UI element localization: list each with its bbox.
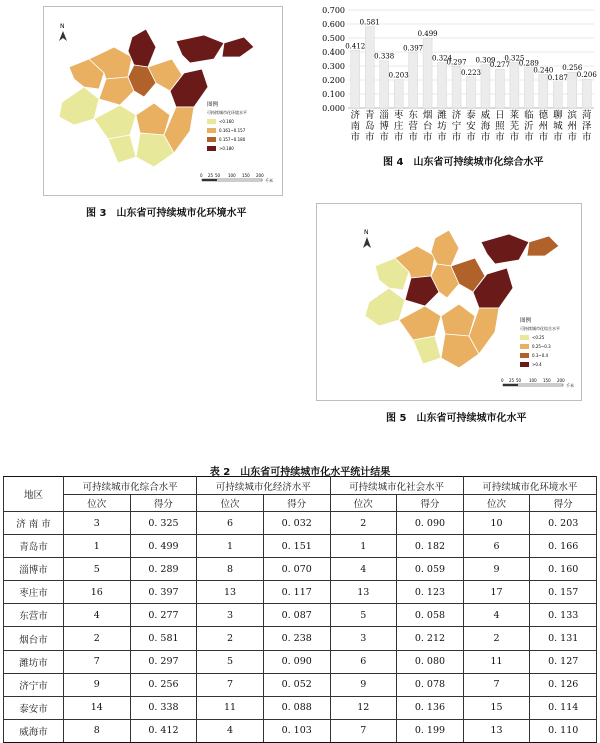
x-tick-char: 安 bbox=[466, 121, 476, 132]
bar bbox=[582, 79, 591, 108]
region-cell: 泰安市 bbox=[4, 696, 64, 719]
bar bbox=[351, 50, 360, 108]
figure-3-map bbox=[43, 6, 283, 196]
chart-y-ticks bbox=[322, 6, 345, 113]
bar-value-label: 0.397 bbox=[403, 44, 424, 53]
bar-value-label: 0.499 bbox=[417, 30, 438, 39]
region-zaozhuang bbox=[413, 336, 441, 364]
y-tick-label: 0.200 bbox=[322, 76, 345, 85]
x-tick-char: 市 bbox=[364, 132, 375, 143]
score-cell: 0. 133 bbox=[530, 604, 597, 627]
x-tick-char: 威 bbox=[480, 110, 491, 121]
figure-3-map-svg bbox=[44, 7, 282, 195]
rank-cell: 5 bbox=[330, 604, 397, 627]
region-cell: 济 南 市 bbox=[4, 512, 64, 535]
y-tick-label: 0.700 bbox=[322, 6, 345, 15]
x-tick-char: 南 bbox=[350, 121, 360, 132]
group-header-overall: 可持续城市化综合水平 bbox=[64, 477, 197, 495]
score-cell: 0. 397 bbox=[130, 581, 197, 604]
x-tick-char: 宁 bbox=[451, 121, 462, 132]
x-tick-char: 菏 bbox=[582, 110, 592, 121]
figure-3-caption bbox=[86, 204, 246, 219]
region-west-1 bbox=[59, 87, 99, 125]
scale-unit: 千米 bbox=[265, 178, 273, 183]
scale-tick: 150 bbox=[242, 173, 250, 178]
legend-subtitle: 可持续城市化环境水平 bbox=[207, 110, 247, 115]
region-south-1 bbox=[94, 105, 136, 139]
score-header: 得分 bbox=[263, 495, 330, 512]
x-tick-char: 市 bbox=[567, 132, 578, 143]
x-tick-char: 营 bbox=[408, 121, 418, 132]
figure-4-bar-chart bbox=[318, 2, 598, 150]
score-cell: 0. 110 bbox=[530, 719, 597, 742]
figure-5-legend bbox=[520, 316, 560, 367]
x-tick-char: 台 bbox=[422, 121, 433, 132]
region-yantai bbox=[176, 35, 224, 63]
y-tick-label: 0.600 bbox=[322, 20, 345, 29]
rank-cell: 5 bbox=[197, 650, 264, 673]
bar-value-label: 0.240 bbox=[533, 66, 554, 75]
y-tick-label: 0.300 bbox=[322, 62, 345, 71]
table-2-title: 表 2 山东省可持续城市化水平统计结果 bbox=[209, 467, 391, 478]
rank-cell: 7 bbox=[197, 673, 264, 696]
bar bbox=[568, 72, 577, 108]
legend-item: >0.4 bbox=[532, 362, 542, 367]
x-tick-char: 市 bbox=[408, 132, 418, 143]
bar-value-label: 0.324 bbox=[432, 54, 453, 63]
region-yantai bbox=[481, 234, 529, 264]
score-cell: 0. 325 bbox=[130, 512, 197, 535]
legend-title: 图例 bbox=[207, 102, 219, 108]
bar bbox=[467, 77, 476, 108]
figure-5-title: 山东省可持续城市化水平 bbox=[416, 413, 527, 424]
y-tick-label: 0.400 bbox=[322, 48, 345, 57]
legend-swatch bbox=[520, 353, 529, 358]
score-cell: 0. 166 bbox=[530, 535, 597, 558]
figure-5-caption bbox=[386, 409, 526, 424]
rank-cell: 3 bbox=[197, 604, 264, 627]
north-arrow-icon bbox=[363, 229, 371, 248]
x-tick-char: 市 bbox=[437, 132, 447, 143]
score-cell: 0. 117 bbox=[263, 581, 330, 604]
score-cell: 0. 199 bbox=[397, 719, 464, 742]
score-cell: 0. 090 bbox=[397, 512, 464, 535]
group-header-social: 可持续城市化社会水平 bbox=[330, 477, 463, 495]
bar-value-label: 0.581 bbox=[359, 18, 380, 27]
figure-5-map-svg bbox=[317, 204, 581, 400]
scale-tick: 200 bbox=[557, 378, 565, 383]
region-zaozhuang bbox=[108, 135, 136, 163]
scale-tick: 100 bbox=[228, 173, 236, 178]
province-regions bbox=[365, 230, 559, 368]
score-cell: 0. 203 bbox=[530, 512, 597, 535]
bar bbox=[510, 63, 519, 109]
region-dongying bbox=[431, 230, 459, 266]
rank-cell: 12 bbox=[330, 696, 397, 719]
scale-tick: 50 bbox=[215, 173, 221, 178]
region-south-2 bbox=[136, 103, 170, 135]
bar bbox=[394, 80, 403, 108]
x-tick-char: 聊 bbox=[553, 110, 563, 121]
figure-4-caption bbox=[383, 153, 543, 168]
region-cell: 济宁市 bbox=[4, 673, 64, 696]
score-cell: 0. 412 bbox=[130, 719, 197, 742]
score-cell: 0. 136 bbox=[397, 696, 464, 719]
x-tick-char: 市 bbox=[524, 132, 534, 143]
figure-3-number: 图 3 bbox=[86, 208, 107, 219]
x-tick-char: 照 bbox=[495, 121, 505, 132]
rank-cell: 6 bbox=[330, 650, 397, 673]
x-tick-char: 庄 bbox=[393, 121, 404, 132]
x-tick-char: 沂 bbox=[524, 121, 534, 132]
bar-value-label: 0.297 bbox=[446, 58, 467, 67]
bar bbox=[365, 27, 374, 108]
x-tick-char: 市 bbox=[393, 132, 404, 143]
scale-tick: 0 bbox=[501, 378, 504, 383]
x-tick-char: 市 bbox=[538, 132, 549, 143]
table-row bbox=[4, 558, 597, 581]
bar bbox=[438, 63, 447, 108]
rank-cell: 7 bbox=[64, 650, 131, 673]
x-tick-char: 博 bbox=[379, 121, 389, 132]
rank-cell: 13 bbox=[463, 719, 530, 742]
rank-cell: 4 bbox=[64, 604, 131, 627]
bar-value-label: 0.309 bbox=[475, 56, 496, 65]
score-header: 得分 bbox=[397, 495, 464, 512]
rank-header: 位次 bbox=[330, 495, 397, 512]
bar bbox=[423, 38, 432, 108]
group-header-economic: 可持续城市化经济水平 bbox=[197, 477, 330, 495]
rank-cell: 7 bbox=[463, 673, 530, 696]
scale-tick: 200 bbox=[256, 173, 264, 178]
x-tick-char: 坊 bbox=[437, 121, 447, 132]
legend-swatch bbox=[207, 119, 216, 124]
region-cell: 威海市 bbox=[4, 719, 64, 742]
table-row bbox=[4, 604, 597, 627]
score-cell: 0. 581 bbox=[130, 627, 197, 650]
legend-item: 0.157~0.180 bbox=[219, 137, 246, 142]
rank-cell: 16 bbox=[64, 581, 131, 604]
x-tick-char: 市 bbox=[582, 132, 592, 143]
rank-cell: 1 bbox=[330, 535, 397, 558]
x-tick-char: 滨 bbox=[567, 110, 578, 121]
x-tick-char: 市 bbox=[466, 132, 476, 143]
x-tick-char: 市 bbox=[451, 132, 462, 143]
north-label: N bbox=[60, 23, 65, 30]
x-tick-char: 市 bbox=[480, 132, 491, 143]
x-tick-char: 潍 bbox=[437, 110, 447, 121]
x-tick-char: 州 bbox=[567, 121, 578, 132]
rank-cell: 2 bbox=[463, 627, 530, 650]
scale-tick: 50 bbox=[516, 378, 522, 383]
score-cell: 0. 103 bbox=[263, 719, 330, 742]
x-tick-char: 烟 bbox=[422, 110, 433, 121]
x-tick-char: 岛 bbox=[364, 121, 375, 132]
region-cell: 枣庄市 bbox=[4, 581, 64, 604]
legend-item: 0.25~0.3 bbox=[532, 344, 551, 349]
score-cell: 0. 126 bbox=[530, 673, 597, 696]
rank-cell: 7 bbox=[330, 719, 397, 742]
legend-item: 0.161~0.157 bbox=[219, 128, 246, 133]
rank-cell: 13 bbox=[197, 581, 264, 604]
bar bbox=[452, 66, 461, 108]
x-tick-char: 临 bbox=[524, 110, 534, 121]
rank-cell: 11 bbox=[463, 650, 530, 673]
north-arrow-icon bbox=[59, 23, 67, 41]
rank-cell: 2 bbox=[197, 627, 264, 650]
rank-cell: 15 bbox=[463, 696, 530, 719]
bar-value-label: 0.338 bbox=[374, 52, 395, 61]
legend-subtitle: 可持续城市化综合水平 bbox=[520, 326, 560, 331]
chart-bars bbox=[351, 27, 592, 108]
x-tick-char: 城 bbox=[553, 121, 563, 132]
score-cell: 0. 499 bbox=[130, 535, 197, 558]
score-cell: 0. 088 bbox=[263, 696, 330, 719]
legend-swatch bbox=[207, 146, 216, 151]
y-tick-label: 0.100 bbox=[322, 90, 345, 99]
figure-3-title: 山东省可持续城市化环境水平 bbox=[116, 208, 247, 219]
x-tick-char: 市 bbox=[509, 132, 520, 143]
legend-swatch bbox=[520, 362, 529, 367]
bar-value-label: 0.289 bbox=[518, 59, 539, 68]
figure-5-number: 图 5 bbox=[386, 413, 407, 424]
x-tick-char: 泽 bbox=[582, 121, 592, 132]
score-cell: 0. 182 bbox=[397, 535, 464, 558]
bar bbox=[380, 61, 389, 108]
score-cell: 0. 238 bbox=[263, 627, 330, 650]
score-cell: 0. 070 bbox=[263, 558, 330, 581]
scale-unit: 千米 bbox=[566, 383, 574, 388]
bar bbox=[409, 52, 418, 108]
bar-value-label: 0.203 bbox=[388, 71, 409, 80]
score-cell: 0. 114 bbox=[530, 696, 597, 719]
bar-value-label: 0.206 bbox=[576, 71, 597, 80]
rank-cell: 17 bbox=[463, 581, 530, 604]
rank-cell: 4 bbox=[197, 719, 264, 742]
table-row bbox=[4, 719, 597, 742]
score-cell: 0. 297 bbox=[130, 650, 197, 673]
rank-header: 位次 bbox=[64, 495, 131, 512]
score-cell: 0. 131 bbox=[530, 627, 597, 650]
bar bbox=[524, 68, 533, 108]
region-weihai bbox=[527, 236, 559, 256]
figure-5-map bbox=[316, 203, 582, 401]
y-tick-label: 0.500 bbox=[322, 34, 345, 43]
legend-swatch bbox=[520, 335, 529, 340]
rank-cell: 5 bbox=[64, 558, 131, 581]
x-tick-char: 德 bbox=[538, 110, 549, 121]
rank-cell: 14 bbox=[64, 696, 131, 719]
table-row bbox=[4, 673, 597, 696]
legend-swatch bbox=[207, 128, 216, 133]
score-cell: 0. 058 bbox=[397, 604, 464, 627]
scale-tick: 100 bbox=[529, 378, 537, 383]
rank-header: 位次 bbox=[197, 495, 264, 512]
table-row bbox=[4, 512, 597, 535]
score-cell: 0. 059 bbox=[397, 558, 464, 581]
table-row bbox=[4, 535, 597, 558]
legend-item: <0.160 bbox=[219, 119, 234, 124]
x-tick-char: 泰 bbox=[466, 110, 476, 121]
score-cell: 0. 080 bbox=[397, 650, 464, 673]
x-tick-char: 市 bbox=[422, 132, 433, 143]
rank-cell: 9 bbox=[330, 673, 397, 696]
region-cell: 淄博市 bbox=[4, 558, 64, 581]
score-cell: 0. 123 bbox=[397, 581, 464, 604]
x-tick-char: 日 bbox=[495, 110, 505, 121]
rank-cell: 2 bbox=[330, 512, 397, 535]
scale-tick: 150 bbox=[543, 378, 551, 383]
figure-4-title: 山东省可持续城市化综合水平 bbox=[413, 157, 544, 168]
score-cell: 0. 277 bbox=[130, 604, 197, 627]
rank-cell: 1 bbox=[64, 535, 131, 558]
rank-cell: 11 bbox=[197, 696, 264, 719]
region-south-2 bbox=[441, 304, 475, 336]
bar-value-label: 0.325 bbox=[504, 54, 525, 63]
score-cell: 0. 151 bbox=[263, 535, 330, 558]
x-tick-char: 州 bbox=[538, 121, 549, 132]
region-cell: 潍坊市 bbox=[4, 650, 64, 673]
bar-value-label: 0.277 bbox=[489, 61, 510, 70]
score-cell: 0. 160 bbox=[530, 558, 597, 581]
x-tick-char: 芜 bbox=[509, 121, 520, 132]
table-row bbox=[4, 650, 597, 673]
bar-value-label: 0.256 bbox=[562, 64, 583, 73]
score-header: 得分 bbox=[530, 495, 597, 512]
table-row bbox=[4, 696, 597, 719]
region-center-1 bbox=[99, 77, 134, 105]
x-tick-char: 淄 bbox=[379, 110, 389, 121]
score-cell: 0. 212 bbox=[397, 627, 464, 650]
bar bbox=[481, 65, 490, 108]
score-cell: 0. 289 bbox=[130, 558, 197, 581]
rank-cell: 9 bbox=[64, 673, 131, 696]
x-tick-char: 市 bbox=[553, 132, 563, 143]
scale-tick: 0 bbox=[200, 173, 203, 178]
score-cell: 0. 127 bbox=[530, 650, 597, 673]
scale-tick: 25 bbox=[208, 173, 214, 178]
rank-cell: 8 bbox=[64, 719, 131, 742]
score-header: 得分 bbox=[130, 495, 197, 512]
rank-cell: 8 bbox=[197, 558, 264, 581]
bar-value-label: 0.223 bbox=[460, 68, 482, 77]
x-tick-char: 莱 bbox=[509, 110, 520, 121]
x-tick-char: 市 bbox=[495, 132, 505, 143]
rank-cell: 3 bbox=[64, 512, 131, 535]
region-cell: 烟台市 bbox=[4, 627, 64, 650]
rank-cell: 13 bbox=[330, 581, 397, 604]
rank-header: 位次 bbox=[463, 495, 530, 512]
score-cell: 0. 087 bbox=[263, 604, 330, 627]
bar bbox=[539, 74, 548, 108]
x-tick-char: 济 bbox=[451, 110, 462, 121]
rank-cell: 6 bbox=[463, 535, 530, 558]
region-south-1 bbox=[399, 306, 441, 340]
bar-value-label: 0.412 bbox=[345, 42, 366, 51]
region-weihai bbox=[222, 37, 254, 57]
score-cell: 0. 338 bbox=[130, 696, 197, 719]
group-header-environment: 可持续城市化环境水平 bbox=[463, 477, 596, 495]
x-tick-char: 青 bbox=[364, 110, 375, 121]
table-row bbox=[4, 581, 597, 604]
table-row bbox=[4, 627, 597, 650]
legend-swatch bbox=[520, 344, 529, 349]
x-tick-char: 枣 bbox=[393, 110, 404, 121]
bar bbox=[553, 82, 562, 108]
rank-cell: 2 bbox=[64, 627, 131, 650]
bar bbox=[495, 69, 504, 108]
rank-cell: 4 bbox=[330, 558, 397, 581]
legend-item: >0.180 bbox=[219, 146, 234, 151]
rank-cell: 3 bbox=[330, 627, 397, 650]
score-cell: 0. 052 bbox=[263, 673, 330, 696]
x-tick-char: 东 bbox=[408, 110, 418, 121]
x-tick-char: 市 bbox=[350, 132, 360, 143]
chart-x-ticks bbox=[350, 109, 592, 143]
x-tick-char: 济 bbox=[350, 110, 360, 121]
legend-title: 图例 bbox=[520, 318, 532, 324]
region-header: 地区 bbox=[4, 477, 64, 512]
y-tick-label: 0.000 bbox=[322, 104, 345, 113]
region-dongying bbox=[128, 29, 156, 67]
scale-tick: 25 bbox=[509, 378, 515, 383]
rank-cell: 10 bbox=[463, 512, 530, 535]
bar-value-label: 0.187 bbox=[547, 73, 568, 82]
region-cell: 青岛市 bbox=[4, 535, 64, 558]
score-cell: 0. 032 bbox=[263, 512, 330, 535]
score-cell: 0. 157 bbox=[530, 581, 597, 604]
figure-3-scale-bar bbox=[200, 173, 273, 183]
rank-cell: 1 bbox=[197, 535, 264, 558]
rank-cell: 6 bbox=[197, 512, 264, 535]
figure-5-scale-bar bbox=[501, 378, 574, 388]
x-tick-char: 海 bbox=[480, 121, 491, 132]
score-cell: 0. 256 bbox=[130, 673, 197, 696]
legend-item: <0.25 bbox=[532, 335, 545, 340]
legend-item: 0.3~0.4 bbox=[532, 353, 549, 358]
score-cell: 0. 078 bbox=[397, 673, 464, 696]
rank-cell: 4 bbox=[463, 604, 530, 627]
figure-3-legend bbox=[207, 100, 247, 151]
score-cell: 0. 090 bbox=[263, 650, 330, 673]
region-cell: 东营市 bbox=[4, 604, 64, 627]
legend-swatch bbox=[207, 137, 216, 142]
table-2 bbox=[3, 476, 597, 743]
figure-4-number: 图 4 bbox=[383, 157, 404, 168]
north-label: N bbox=[364, 229, 369, 236]
rank-cell: 9 bbox=[463, 558, 530, 581]
x-tick-char: 市 bbox=[379, 132, 389, 143]
